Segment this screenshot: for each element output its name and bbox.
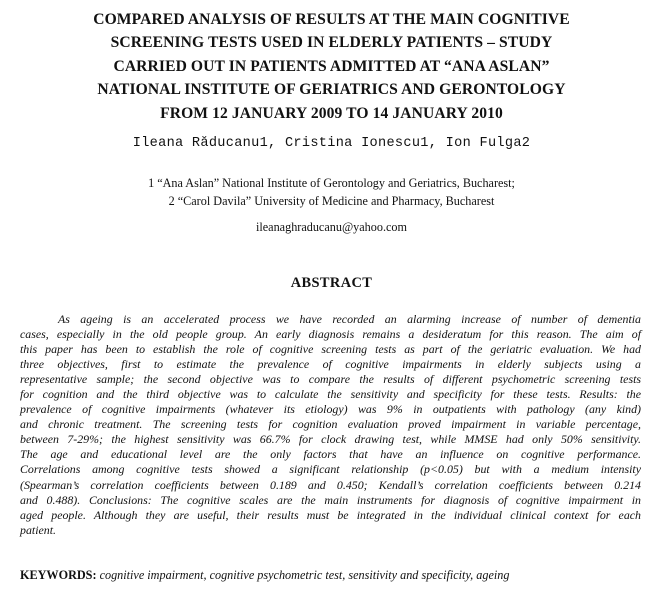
abstract-body bbox=[20, 312, 641, 538]
title-line: COMPARED ANALYSIS OF RESULTS AT THE MAIN COGNITIVE bbox=[93, 11, 570, 28]
title-line: FROM 12 JANUARY 2009 TO 14 JANUARY 2010 bbox=[160, 104, 503, 122]
abstract-line: and 0.488). Conclusions: The cognitive scales are the main instruments for diagnosis of cognitive impairment in bbox=[20, 492, 641, 507]
abstract-line: (Spearman’s correlation coefficients between 0.189 and 0.450; Kendall’s correlation coefficients between 0.214 bbox=[20, 477, 641, 492]
abstract-line: aged people. Although they are useful, their results must be integrated in the individual clinical context for each bbox=[20, 507, 641, 522]
abstract-line: representative sample; the second objective was to compare the results of different psychometric screening tests bbox=[20, 372, 641, 387]
abstract-line: for cognition and the third objective was to calculate the sensitivity and specificity for these tests. Results: the bbox=[20, 387, 641, 402]
title-line: NATIONAL INSTITUTE OF GERIATRICS AND GERONTOLOGY bbox=[97, 81, 566, 99]
abstract-line: The age and educational level are the only factors that have an influence on cognitive performance. bbox=[20, 447, 641, 462]
keywords bbox=[20, 568, 650, 583]
contact-email: ileanaghraducanu@yahoo.com bbox=[256, 220, 407, 234]
affiliation-line: 2 “Carol Davila” University of Medicine and Pharmacy, Bucharest bbox=[168, 194, 495, 208]
abstract-line: As ageing is an accelerated process we have recorded an alarming increase of number of dementia bbox=[58, 312, 641, 326]
affiliation-line: 1 “Ana Aslan” National Institute of Gerontology and Geriatrics, Bucharest; bbox=[148, 176, 515, 190]
abstract-line: Correlations among cognitive tests showed a significant relationship (p<0.05) but with a medium intensity bbox=[20, 462, 641, 477]
affiliations bbox=[0, 174, 663, 210]
title-line: CARRIED OUT IN PATIENTS ADMITTED AT “ANA ASLAN” bbox=[113, 57, 550, 75]
author-list: Ileana Răducanu1, Cristina Ionescu1, Ion Fulga2 bbox=[132, 136, 531, 151]
abstract-line: and chronic treatment. The screening tests for cognition evaluation proved impairment in variable percentage, bbox=[20, 417, 641, 432]
keywords-label: KEYWORDS: bbox=[20, 568, 97, 582]
abstract-line: between 7-29%; the highest sensitivity was 66.7% for clock drawing test, while MMSE had only 50% sensitivity. bbox=[20, 432, 641, 447]
abstract-line: this paper has been to establish the role of cognitive screening tests as part of the geriatric evaluation. We had bbox=[20, 342, 641, 357]
title-line: SCREENING TESTS USED IN ELDERLY PATIENTS – STUDY bbox=[110, 34, 553, 52]
abstract-line: patient. bbox=[20, 522, 56, 537]
paper-title bbox=[20, 8, 643, 125]
abstract-line: three objectives, first to estimate the prevalence of cognitive impairments in elderly subjects using a bbox=[20, 357, 641, 372]
abstract-heading: ABSTRACT bbox=[290, 275, 373, 291]
abstract-line: cases, especially in the old people group. An early diagnosis remains a desideratum for this reason. The aim of bbox=[20, 327, 641, 342]
keywords-text: cognitive impairment, cognitive psychometric test, sensitivity and specificity, ageing bbox=[99, 568, 510, 582]
abstract-line: prevalence of cognitive impairments (whatever its etiology) was 9% in outpatients with pathology (any kind) bbox=[20, 402, 641, 417]
